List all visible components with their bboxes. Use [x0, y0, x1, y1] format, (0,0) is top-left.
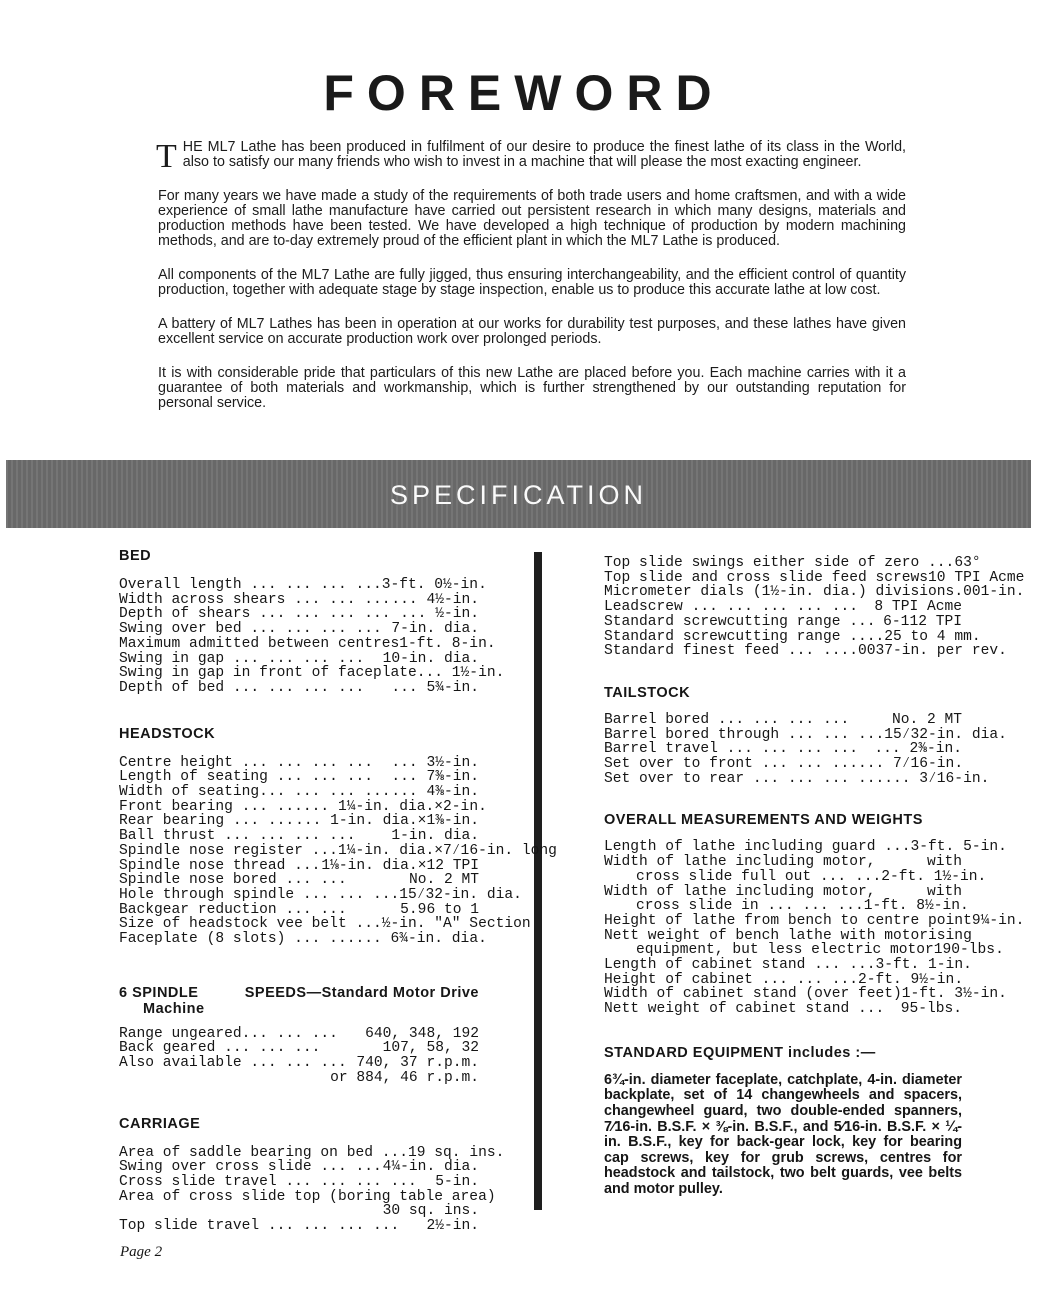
spec-row	[119, 1219, 479, 1234]
spec-value: 2-ft. 1½-in.	[881, 868, 987, 885]
spec-label: Front bearing ... ...	[119, 798, 303, 815]
spec-row	[604, 942, 1004, 959]
spec-row	[604, 855, 962, 870]
spec-row	[604, 1002, 962, 1017]
spec-row	[119, 1175, 479, 1190]
spec-value: 1-ft. 3½-in.	[901, 986, 1007, 1003]
spec-row	[119, 770, 479, 785]
spec-label: Width of cabinet stand (over feet)	[604, 986, 902, 1003]
equipment-text: 6¾-in. diameter faceplate, catchplate, 4-in. diameter backplate, set of 14 changewheels and spacers, changewheel guard, two double-ended spanners, 7⁄16-in. B.S.F. × ⅜-in. B.S.F., and 5⁄16-in. B.S.F. × ¼-in. B.S.F., key for back-gear lock, key for bearing cap screws, key for grub screws, centres for headstock and tailstock, two belt guards, vee belts and motor pulley.	[604, 1071, 962, 1198]
column-divider	[534, 552, 542, 1210]
foreword-paragraph-1	[156, 138, 906, 175]
spec-value: ... 1½-in.	[416, 665, 505, 682]
spec-row	[119, 756, 479, 771]
spec-value: ... 3⁄16-in.	[884, 770, 990, 787]
spec-row	[119, 842, 557, 859]
spec-row	[604, 898, 969, 915]
spec-row	[119, 814, 479, 829]
spec-row	[604, 615, 962, 630]
spec-value: 3-ft. 0½-in.	[381, 577, 487, 593]
spec-value: 1⅛-in. dia.×12 TPI	[321, 857, 479, 874]
spec-value: 1-ft. 8½-in.	[863, 898, 969, 915]
spec-row	[604, 757, 962, 772]
spec-row	[604, 885, 962, 900]
spec-label: cross slide in ... ... ...	[636, 898, 864, 915]
spec-label: Faceplate (8 slots) ... ...	[119, 931, 356, 948]
specification-banner	[6, 460, 1031, 528]
spec-value: ... 4½-in.	[391, 591, 479, 608]
bed-rows	[119, 577, 505, 696]
spec-value: 640, 348, 192	[365, 1025, 479, 1042]
spec-value: .25 to 4 mm.	[875, 628, 981, 645]
spec-value: 15⁄32-in. dia.	[399, 886, 522, 903]
spec-value: ... 1¼-in. dia.×2-in.	[302, 798, 487, 815]
spec-value: 6-112 TPI	[883, 613, 962, 630]
spec-row	[119, 635, 496, 652]
spec-label: Rear bearing ... ...	[119, 813, 295, 830]
spec-value: ... 1-in. dia.×1⅜-in.	[295, 813, 479, 830]
spec-row	[119, 859, 479, 874]
spec-value: 107, 58, 32	[382, 1040, 479, 1057]
spec-value: No. 2 MT	[408, 872, 479, 889]
foreword-text	[158, 140, 906, 430]
spec-row	[119, 622, 479, 637]
spec-label: Barrel bored ... ... ... ...	[604, 711, 850, 728]
spec-label: Size of headstock vee belt ...	[119, 916, 382, 933]
foreword-paragraph-3: All components of the ML7 Lathe are fully jigged, thus ensuring interchangeability, and the efficient control of quantity production, together with adequate stage by stage inspection, enable us to produce this accurate lathe at low cost.	[158, 267, 906, 298]
spec-value: 95-lbs.	[900, 1001, 962, 1018]
foreword-paragraph-2: For many years we have made a study of the requirements of both trade users and home craftsmen, and with a wide experience of small lathe manufacture have carried out persistent research in which many designs, materials and production methods have been tested. We have developed a high technique of production by modern machining methods, and are to-day extremely proud of the efficient plant in which the ML7 Lathe is produced.	[158, 188, 906, 249]
bed-heading: BED	[119, 548, 152, 564]
spec-value: 30 sq. ins.	[382, 1203, 479, 1220]
spec-label: Leadscrew ... ... ... ... ...	[604, 599, 858, 616]
spec-label: Top slide swings either side of zero ...	[604, 555, 955, 571]
spec-row	[604, 839, 1007, 856]
spec-row	[119, 665, 505, 682]
spec-left-column	[119, 548, 557, 1235]
spec-row	[119, 829, 479, 844]
spec-value: ... 3½-in.	[391, 754, 479, 771]
spec-value: 3-ft. 1-in.	[875, 957, 972, 974]
spec-label: Back geared ... ... ...	[119, 1040, 321, 1057]
spec-label: Standard screwcutting range ...	[604, 613, 876, 630]
equipment-heading: STANDARD EQUIPMENT includes :—	[604, 1044, 876, 1061]
spec-label: Nett weight of cabinet stand ...	[604, 1001, 885, 1018]
spec-value: 19 sq. ins.	[408, 1144, 505, 1161]
spec-row	[604, 555, 981, 571]
spec-value: 2-ft. 9½-in.	[857, 971, 964, 988]
spec-row	[119, 577, 487, 593]
spec-row	[604, 726, 1007, 743]
spec-row	[119, 886, 522, 903]
spec-label: Depth of bed ... ... ... ...	[119, 679, 365, 696]
speeds-rows	[119, 1027, 479, 1086]
spec-value: ... 6¾-in. dia.	[355, 931, 487, 948]
spec-label: Spindle nose bored ... ...	[119, 872, 347, 889]
carriage-heading: CARRIAGE	[119, 1115, 201, 1132]
spec-row	[119, 652, 479, 667]
spec-label: Standard finest feed ... ...	[604, 643, 850, 660]
spec-row	[119, 1027, 479, 1042]
spec-value: 2½-in.	[426, 1218, 479, 1235]
spec-label: Width of lathe including motor,	[604, 883, 876, 900]
spec-row	[604, 713, 962, 728]
spec-label: Width across shears ... ... ...	[119, 591, 391, 608]
spec-value: 5-in.	[435, 1173, 479, 1190]
spec-label: Spindle nose thread ...	[119, 857, 321, 874]
spec-row	[119, 681, 479, 696]
spec-row	[119, 1160, 479, 1175]
spec-label: Width of seating... ... ... ...	[119, 784, 391, 801]
spec-value: 10 TPI Acme	[928, 569, 1025, 586]
overall-rows	[604, 839, 1025, 1018]
foreword-paragraph-4: A battery of ML7 Lathes has been in operation at our works for durability test purposes, and these lathes have given excellent service on accurate production work over prolonged periods.	[158, 316, 906, 347]
spec-label: Swing in gap in front of faceplate	[119, 665, 417, 682]
spec-label: Area of saddle bearing on bed ...	[119, 1144, 409, 1161]
spec-value: 8 TPI Acme	[874, 599, 962, 616]
spec-value: 63°	[954, 555, 981, 571]
overall-heading: OVERALL MEASUREMENTS AND WEIGHTS	[604, 812, 923, 829]
spec-label: Overall length ... ... ... ...	[119, 577, 382, 593]
spec-value: .0037-in. per rev.	[849, 643, 1007, 660]
foreword-paragraph-1-text: HE ML7 Lathe has been produced in fulfilment of our desire to produce the finest lathe of its class in the World, also to satisfy our many friends who wish to invest in a machine that will please the most exacting engineer.	[182, 139, 906, 170]
spec-label: equipment, but less electric motor	[636, 942, 934, 959]
spec-value: 3-ft. 5-in.	[910, 839, 1007, 856]
speeds-heading-machine: Machine	[143, 1000, 205, 1017]
spec-value: with	[926, 854, 962, 871]
spec-label: Length of lathe including guard ...	[604, 839, 911, 856]
spec-row	[604, 770, 990, 787]
spec-value: 5.96 to 1	[400, 901, 479, 918]
spec-label: Width of lathe including motor,	[604, 854, 876, 871]
page-number: Page 2	[120, 1244, 163, 1260]
spec-label: Maximum admitted between centres	[119, 635, 400, 652]
carriage-rows	[119, 1144, 505, 1235]
spec-value: 1-ft. 8-in.	[399, 635, 496, 652]
spec-row	[119, 607, 479, 622]
foreword-title: FOREWORD	[323, 65, 725, 121]
spec-value: 9¼-in.	[971, 912, 1025, 929]
spec-label: Top slide travel ... ... ... ...	[119, 1218, 400, 1235]
drop-cap: T	[156, 138, 177, 175]
topslide-rows	[604, 555, 1025, 660]
spec-row	[604, 584, 1025, 601]
spec-value: ... 7⁄16-in.	[857, 756, 964, 773]
spec-label: Swing over bed ... ... ... ...	[119, 621, 382, 638]
spec-row	[604, 742, 962, 757]
spec-label: Length of cabinet stand ... ...	[604, 957, 876, 974]
spec-value: 15⁄32-in. dia.	[884, 726, 1007, 743]
tailstock-heading: TAILSTOCK	[604, 684, 691, 701]
spec-label: cross slide full out ... ...	[636, 868, 882, 885]
spec-label: Standard screwcutting range ...	[604, 628, 876, 645]
spec-label: Swing over cross slide ... ...	[119, 1159, 382, 1176]
spec-value: 1¼-in. dia.×7⁄16-in. long	[337, 842, 557, 859]
spec-label: Set over to rear ... ... ... ...	[604, 770, 885, 787]
speeds-heading-title: SPEEDS—Standard Motor Drive	[244, 984, 479, 1001]
spec-label: Length of seating ... ... ...	[119, 769, 373, 786]
spec-label: Also available ... ... ...	[119, 1055, 347, 1072]
spec-label: Centre height ... ... ... ...	[119, 754, 373, 771]
spec-row	[604, 986, 1007, 1003]
spec-value: .001-in.	[954, 584, 1025, 601]
spec-label: Hole through spindle ... ... ...	[119, 886, 400, 903]
spec-row	[119, 593, 479, 608]
spec-label: Set over to front ... ... ...	[604, 756, 858, 773]
spec-value: 10-in. dia.	[382, 650, 479, 667]
foreword-paragraph-5: It is with considerable pride that particulars of this new Lathe are placed before you. Each machine carries with it a guarantee of both materials and workmanship, which is further strengthened by our outstanding reputation for personal service.	[158, 365, 906, 411]
spec-row	[604, 973, 962, 988]
spec-value: with	[926, 883, 962, 900]
spec-label: Top slide and cross slide feed screws	[604, 569, 929, 586]
spec-row	[119, 903, 479, 918]
spec-row	[119, 1056, 479, 1071]
spec-label: Backgear reduction ... ...	[119, 901, 347, 918]
spec-value: ... 2⅜-in.	[874, 741, 962, 758]
spec-label: Swing in gap ... ... ... ...	[119, 650, 365, 667]
spec-row	[119, 931, 487, 948]
spec-value: ... ½-in.	[400, 606, 479, 623]
spec-label: Barrel travel ... ... ... ...	[604, 741, 858, 758]
headstock-heading: HEADSTOCK	[119, 725, 216, 742]
spec-right-column	[604, 555, 1025, 1198]
spec-value: ... 7⅜-in.	[391, 769, 479, 786]
spec-row	[119, 785, 479, 800]
spec-row	[119, 1144, 505, 1161]
spec-label: Height of cabinet ... ... ...	[604, 971, 858, 988]
specification-title: SPECIFICATION	[389, 480, 648, 510]
tailstock-rows	[604, 711, 1007, 787]
spec-label: Ball thrust ... ... ... ...	[119, 828, 356, 845]
speeds-heading-count: 6 SPINDLE	[119, 984, 199, 1001]
spec-row	[604, 643, 1007, 660]
spec-value: ½-in. "A" Section	[381, 916, 531, 933]
spec-row	[604, 628, 981, 645]
spec-value: 7-in. dia.	[391, 621, 479, 638]
spec-label: Nett weight of bench lathe with motorising	[604, 927, 972, 944]
spec-row	[119, 1041, 479, 1056]
spec-label: Range ungeared... ... ...	[119, 1025, 338, 1042]
speeds-extra: or 884, 46 r.p.m.	[330, 1069, 479, 1086]
spec-label: Depth of shears ... ... ... ...	[119, 606, 391, 623]
spec-value: ... 5¾-in.	[391, 679, 479, 696]
spec-value: No. 2 MT	[891, 711, 962, 728]
spec-label: Cross slide travel ... ... ... ...	[119, 1173, 417, 1190]
spec-value: 740, 37 r.p.m.	[356, 1055, 479, 1072]
spec-value: 4¼-in. dia.	[382, 1159, 479, 1176]
spec-row	[604, 600, 962, 615]
spec-row	[119, 873, 479, 888]
spec-row	[119, 798, 487, 815]
spec-label: Micrometer dials (1½-in. dia.) divisions	[604, 584, 955, 601]
spec-label: Area of cross slide top (boring table area)	[119, 1188, 496, 1205]
spec-value: ... 4⅜-in.	[391, 784, 479, 801]
spec-row	[604, 569, 1025, 586]
spec-row	[604, 912, 1025, 929]
spec-row	[604, 868, 987, 885]
headstock-rows	[119, 754, 557, 948]
spec-label: Height of lathe from bench to centre point	[604, 912, 972, 929]
spec-value: 190-lbs.	[933, 942, 1004, 959]
spec-row	[119, 916, 531, 933]
spec-row	[604, 957, 972, 974]
spec-label: Barrel bored through ... ... ...	[604, 726, 885, 743]
speeds-heading	[119, 985, 479, 1017]
spec-label: Spindle nose register ...	[119, 842, 338, 859]
spec-value: 1-in. dia.	[391, 828, 479, 845]
